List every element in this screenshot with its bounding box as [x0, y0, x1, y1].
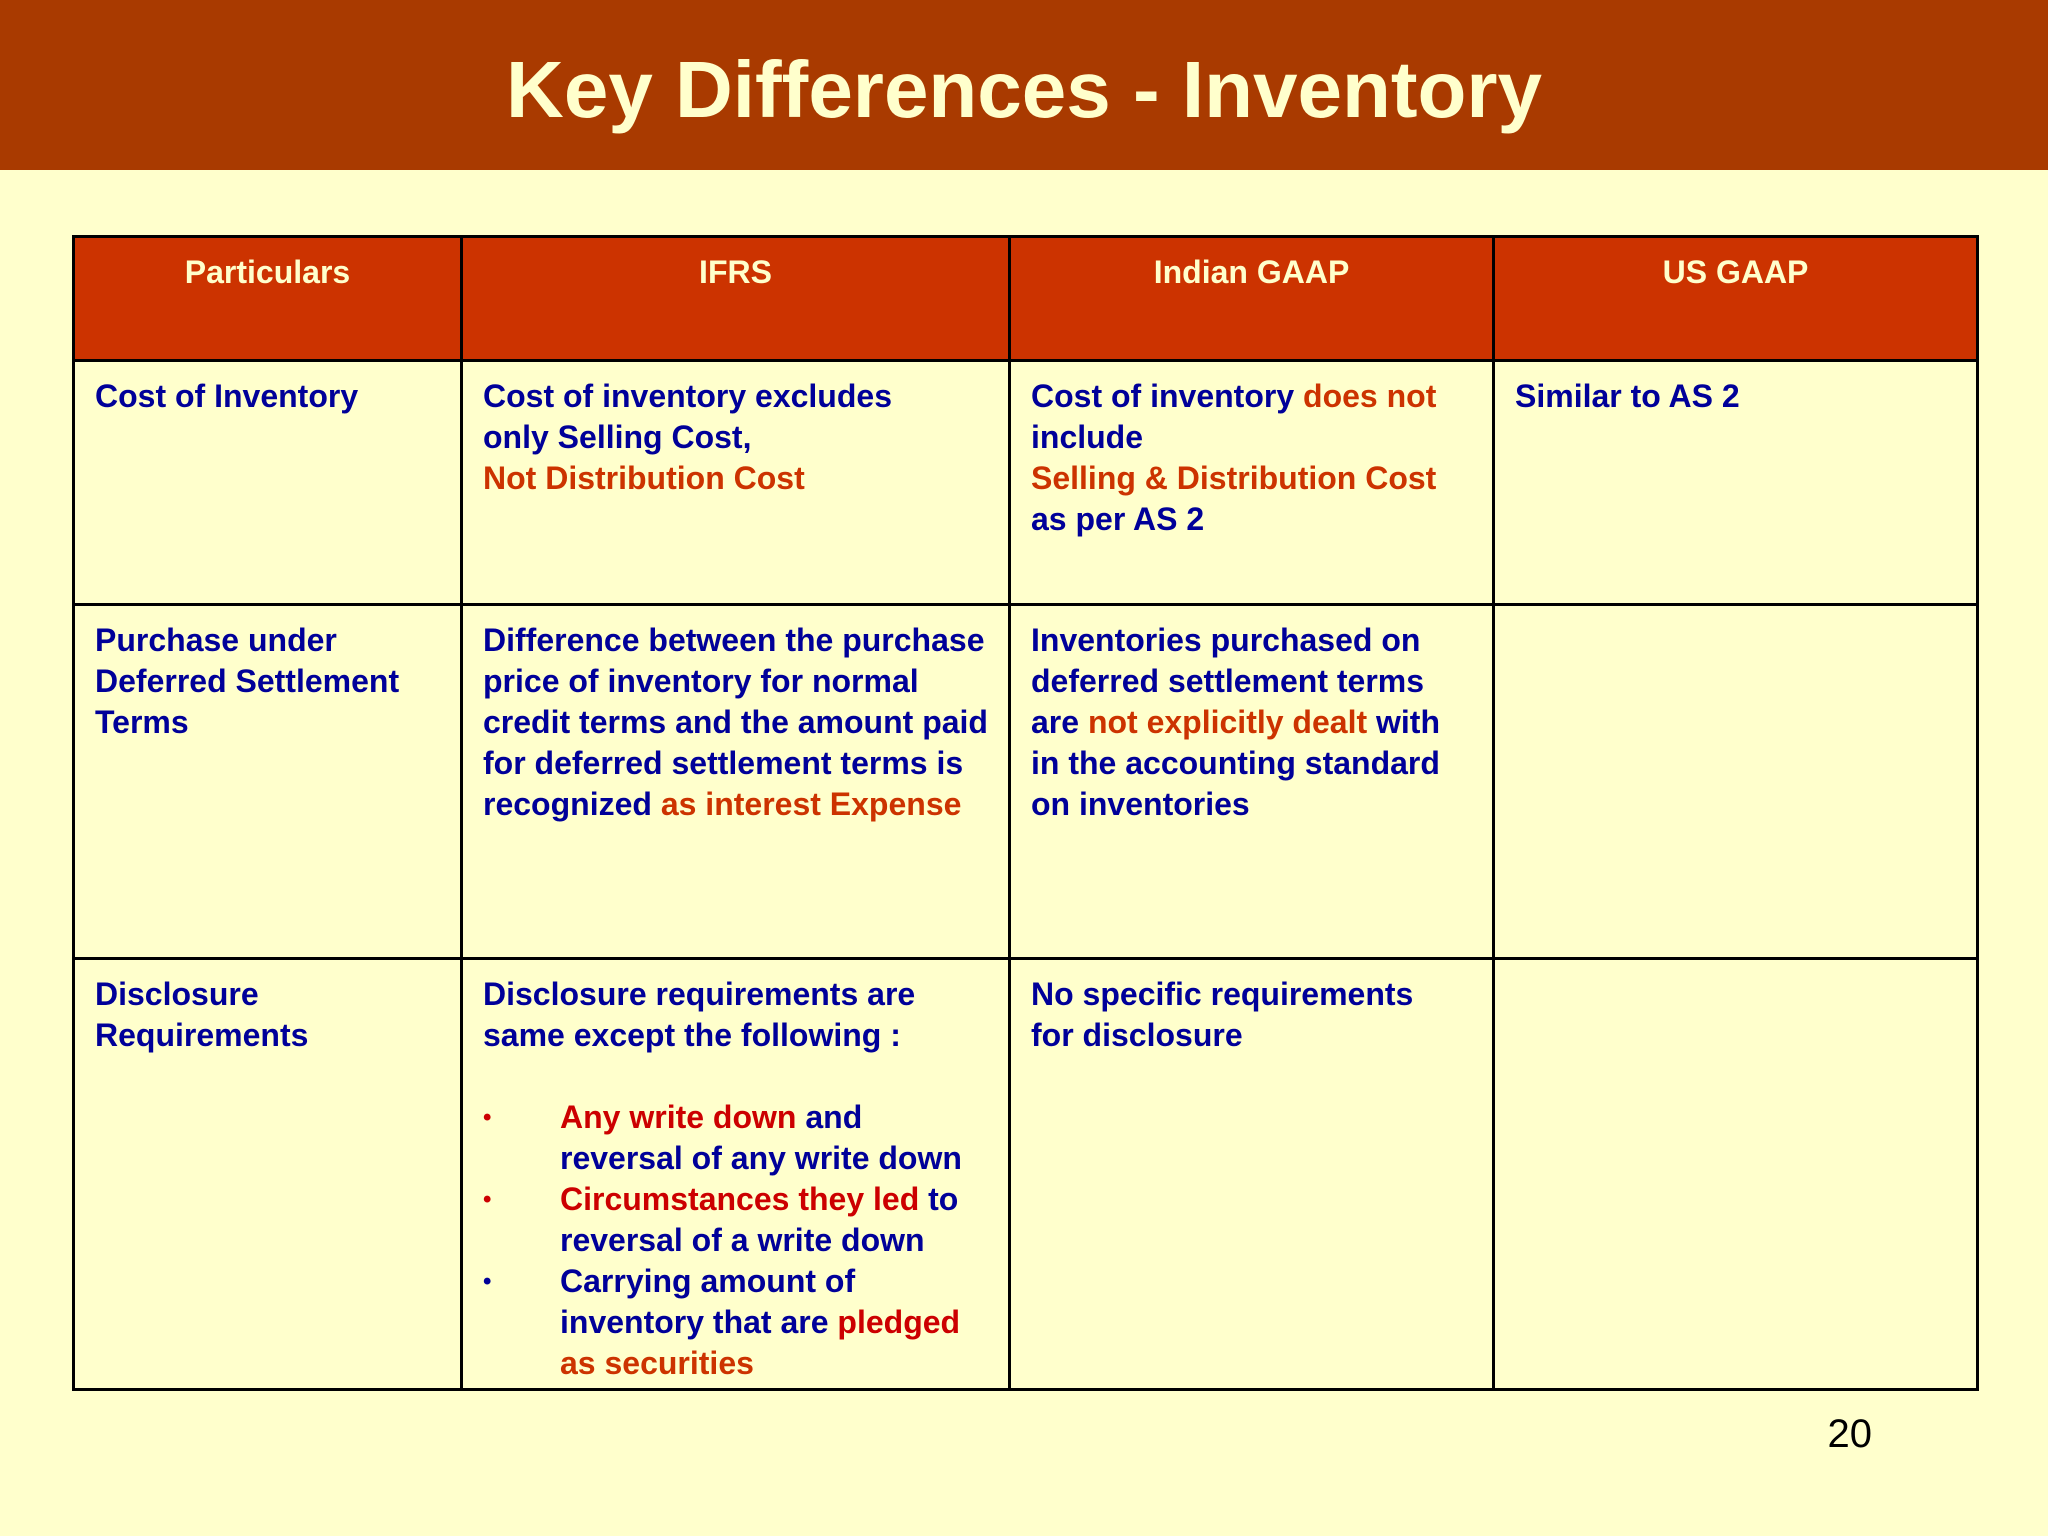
- list-item: [483, 1261, 988, 1384]
- comparison-table: [72, 235, 1979, 1391]
- ifrs-line: only Selling Cost,: [483, 418, 752, 455]
- bullet-highlight: Any write down: [560, 1098, 797, 1135]
- slide-title: Key Differences - Inventory: [506, 45, 1542, 134]
- table-row-cost-of-inventory: [74, 360, 1978, 604]
- cell-us-gaap: [1494, 604, 1978, 958]
- list-item: [483, 1179, 988, 1261]
- particular-text: Disclosure Requirements: [95, 975, 309, 1053]
- indian-gaap-text: with in the accounting standard on inventories: [1031, 703, 1440, 822]
- cell-ifrs: [462, 360, 1010, 604]
- header-indian-gaap: Indian GAAP: [1010, 237, 1494, 361]
- indian-gaap-line: include: [1031, 418, 1144, 455]
- header-us-gaap: US GAAP: [1494, 237, 1978, 361]
- particular-text: Cost of Inventory: [95, 377, 359, 414]
- us-gaap-text: Similar to AS 2: [1515, 377, 1740, 414]
- ifrs-highlight: as interest Expense: [660, 785, 962, 822]
- bullet-icon: •: [483, 1267, 492, 1295]
- indian-gaap-text: Inventories purchased on deferred settlement terms are: [1031, 621, 1425, 740]
- bullet-highlight: pledged: [837, 1303, 961, 1340]
- indian-gaap-highlight: not explicitly dealt: [1087, 703, 1368, 740]
- table-header-row: [74, 237, 1978, 361]
- page-number: 20: [1827, 1412, 1872, 1456]
- table-row-disclosure: [74, 958, 1978, 1389]
- indian-gaap-highlight: Selling & Distribution Cost: [1031, 459, 1437, 496]
- bullet-text: to reversal of a write down: [560, 1180, 959, 1258]
- header-ifrs: IFRS: [462, 237, 1010, 361]
- bullet-icon: •: [483, 1103, 492, 1131]
- cell-indian-gaap: [1010, 360, 1494, 604]
- bullet-text: and reversal of any write down: [560, 1098, 962, 1176]
- ifrs-highlight: Not Distribution Cost: [483, 459, 805, 496]
- indian-gaap-text: Cost of inventory: [1031, 377, 1295, 414]
- cell-ifrs: [462, 958, 1010, 1389]
- indian-gaap-line: as per AS 2: [1031, 500, 1205, 537]
- cell-us-gaap: [1494, 360, 1978, 604]
- list-item: [483, 1097, 988, 1179]
- indian-gaap-line: [1031, 376, 1472, 417]
- header-particulars: Particulars: [74, 237, 462, 361]
- ifrs-text: Difference between the purchase price of inventory for normal credit terms and the amount paid for deferred settlement terms is recognized: [483, 621, 988, 822]
- cell-indian-gaap: [1010, 958, 1494, 1389]
- cell-indian-gaap: [1010, 604, 1494, 958]
- cell-particular: [74, 360, 462, 604]
- bullet-highlight: Circumstances they led: [560, 1180, 920, 1217]
- cell-particular: [74, 958, 462, 1389]
- cell-ifrs: [462, 604, 1010, 958]
- particular-text: Purchase under Deferred Settlement Terms: [95, 621, 400, 740]
- bullet-highlight: as securities: [560, 1344, 754, 1381]
- bullet-text: Carrying amount of inventory that are: [560, 1262, 856, 1340]
- ifrs-line: Cost of inventory excludes: [483, 377, 892, 414]
- indian-gaap-text: No specific requirements for disclosure: [1031, 975, 1432, 1053]
- cell-us-gaap: [1494, 958, 1978, 1389]
- ifrs-bullet-list: [483, 1097, 988, 1384]
- cell-particular: [74, 604, 462, 958]
- table-row-deferred-settlement: [74, 604, 1978, 958]
- indian-gaap-highlight: does not: [1303, 377, 1437, 414]
- bullet-icon: •: [483, 1185, 492, 1213]
- ifrs-intro: Disclosure requirements are same except the following :: [483, 975, 916, 1053]
